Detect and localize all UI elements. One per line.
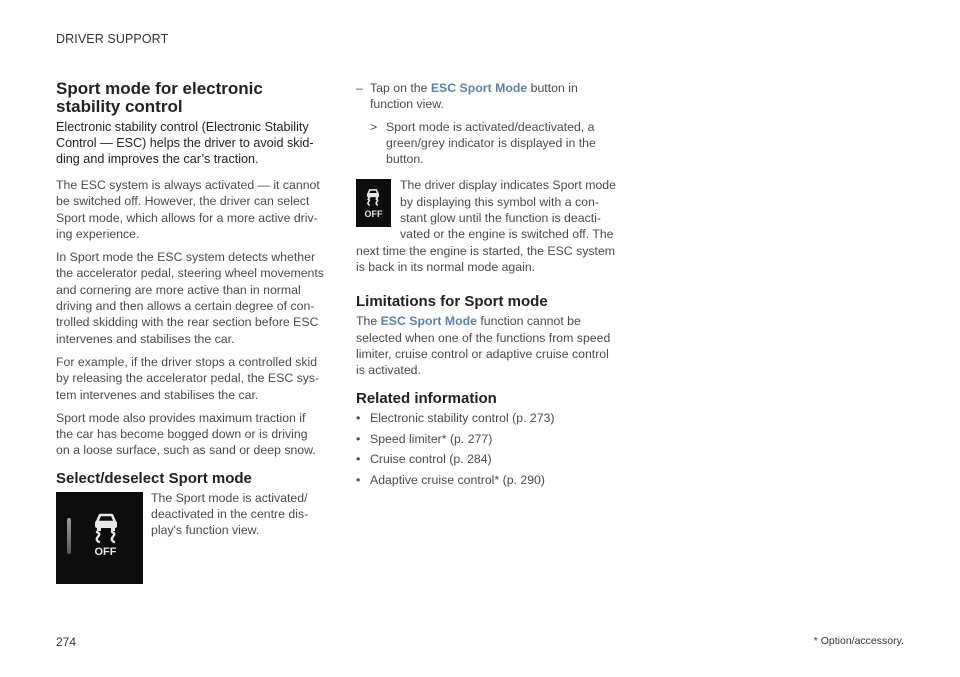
bullet: • [356, 411, 361, 426]
esc-sport-mode-label: ESC Sport Mode [430, 81, 528, 95]
indicator-text: The driver display indicates Sport mode by displaying this symbol with a con-stant glow until the function is deacti-vated or the engine is switched off. The next time the engine is started, the ESC system is back in its normal mode again. [356, 178, 616, 274]
running-header: DRIVER SUPPORT [56, 32, 169, 46]
related-link[interactable] [356, 431, 618, 447]
bullet: • [356, 452, 361, 467]
off-label: OFF [364, 209, 383, 220]
select-section [56, 490, 324, 586]
related-link-text: Electronic stability control (p. 273) [370, 411, 555, 426]
esc-off-icon [362, 185, 384, 207]
limitations-heading: Limitations for Sport mode [356, 293, 548, 311]
esc-off-icon [86, 508, 126, 544]
result-text: Sport mode is activated/deactivated, a green/grey indicator is displayed in the button. [386, 119, 596, 167]
bullet: • [356, 472, 361, 487]
section-title: Sport mode for electronic stability control [56, 79, 263, 116]
related-link-text: Adaptive cruise control* (p. 290) [370, 472, 545, 487]
procedure-step [356, 80, 618, 113]
result-marker: > [370, 119, 378, 134]
esc-sport-mode-label: ESC Sport Mode [380, 314, 477, 329]
left-column [56, 80, 324, 586]
step-result [356, 119, 618, 168]
related-links-list [356, 410, 618, 488]
page-number: 274 [56, 635, 77, 649]
limitations-text-pre: The [356, 314, 381, 329]
intro-text: Electronic stability control (Electronic Stability Control — ESC) helps the driver to avoid skid-ding and improves the car’s traction. [56, 120, 314, 166]
limitations-text [356, 313, 618, 378]
related-link-text: Speed limiter* (p. 277) [370, 431, 493, 446]
related-link[interactable] [356, 451, 618, 467]
related-link[interactable] [356, 472, 618, 488]
paragraph-controlled-skid: For example, if the driver stops a controlled skid by releasing the accelerator pedal, the ESC sys-tem intervenes and stabilises the car. [56, 354, 320, 402]
driver-display-symbol [356, 179, 391, 227]
right-column [356, 80, 618, 492]
step-text-post: button in function view. [370, 81, 578, 112]
paragraph-traction: Sport mode also provides maximum traction if the car has become bogged down or is driving on a loose surface, such as sand or deep snow. [56, 410, 316, 458]
related-link[interactable] [356, 410, 618, 426]
paragraph-sport-mode-detection: In Sport mode the ESC system detects whether the accelerator pedal, steering wheel movements and cornering are more active than in normal driving and then allows a certain degree of con-trolled skidding with the rear section before ESC intervenes and stabilises the car. [56, 250, 324, 346]
indicator-section [356, 177, 618, 283]
related-link-text: Cruise control (p. 284) [370, 452, 492, 467]
step-text-pre: Tap on the [370, 81, 431, 95]
step-marker: – [356, 81, 363, 95]
related-information-heading: Related information [356, 390, 497, 408]
off-label: OFF [94, 545, 117, 558]
esc-sport-button-image [56, 492, 143, 584]
bullet: • [356, 431, 361, 446]
limitations-text-post: function cannot be selected when one of the functions from speed limiter, cruise control or adaptive cruise control is activated. [356, 314, 611, 378]
footnote: * Option/accessory. [813, 635, 904, 647]
select-deselect-heading: Select/deselect Sport mode [56, 469, 252, 487]
paragraph-always-activated: The ESC system is always activated — it cannot be switched off. However, the driver can select Sport mode, which allows for a more active driv-ing experience. [56, 178, 320, 241]
select-text: The Sport mode is activated/ deactivated in the centre dis-play's function view. [151, 490, 309, 538]
